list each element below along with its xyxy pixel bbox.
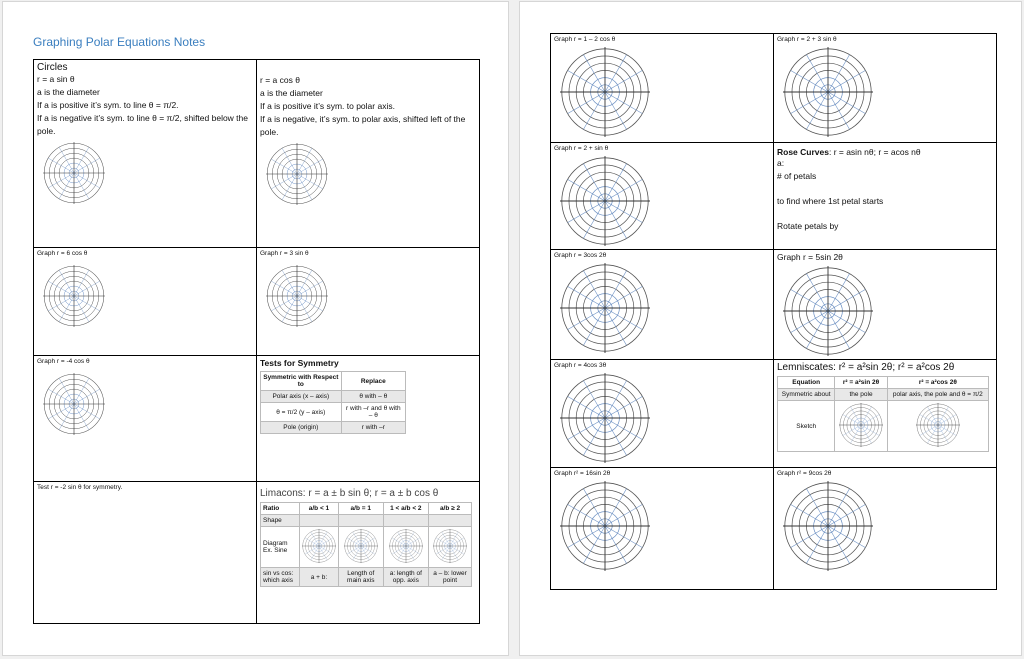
graph-5sin2-label: Graph r = 5sin 2θ (777, 252, 843, 262)
polar-grid-icon (839, 403, 883, 447)
graph-2psin-cell (551, 143, 774, 250)
graph-2p3sin-cell (774, 34, 997, 143)
lim-v4: a – b: lower point (429, 568, 472, 587)
lim-v1: a + b: (299, 568, 338, 587)
polar-grid-icon (344, 529, 378, 563)
lim-c2: a/b = 1 (338, 503, 383, 515)
rose-petals: # of petals (777, 171, 817, 181)
graph-5sin2-cell (774, 250, 997, 360)
lim-v2: Length of main axis (338, 568, 383, 587)
graph-3sin-cell (257, 248, 480, 356)
sin-l1: a is the diameter (37, 87, 100, 97)
graph-6cos-label: Graph r = 6 cos θ (37, 250, 88, 257)
lemniscates-cell (774, 360, 997, 468)
rose-first: to find where 1st petal starts (777, 196, 884, 206)
graph-1m2cos-label: Graph r = 1 – 2 cos θ (554, 36, 616, 43)
graph-9cos2-label: Graph r² = 9cos 2θ (777, 470, 832, 477)
cos-eq: r = a cos θ (260, 75, 300, 85)
sym-r1b: θ with – θ (341, 391, 405, 403)
symmetry-table (260, 371, 406, 434)
rose-a: a: (777, 158, 785, 168)
limacons-table (260, 502, 472, 587)
polar-grid-icon (560, 47, 650, 137)
polar-grid-icon (266, 143, 328, 205)
lim-ratio: Ratio (261, 503, 300, 515)
graph-4cos3-label: Graph r = 4cos 3θ (554, 362, 607, 369)
page-2 (519, 1, 1022, 656)
lem-h1: r² = a²sin 2θ (835, 377, 887, 389)
polar-grid-icon (560, 481, 650, 571)
lim-v3: a: length of opp. axis (383, 568, 429, 587)
graph-2psin-label: Graph r = 2 + sin θ (554, 145, 609, 152)
lem-title: Lemniscates: r² = a²sin 2θ; r² = a²cos 2θ (777, 362, 955, 373)
lim-diagram: Diagram Ex. Sine (261, 527, 300, 568)
lemniscates-table (777, 376, 989, 452)
polar-grid-icon (266, 265, 328, 327)
lem-h2: r² = a²cos 2θ (887, 377, 988, 389)
cos-l2: If a is positive it’s sym. to polar axis. (260, 101, 395, 111)
graph-4cos3-cell (551, 360, 774, 468)
graph-m4cos-cell (34, 356, 257, 482)
polar-grid-icon (783, 481, 873, 571)
graph-3sin-label: Graph r = 3 sin θ (260, 250, 309, 257)
sym-r3a: Pole (origin) (261, 422, 342, 434)
lem-h0: Equation (778, 377, 835, 389)
sin-eq: r = a sin θ (37, 74, 75, 84)
lim-vs: sin vs cos: which axis (261, 568, 300, 587)
sym-r2a: θ = π/2 (y – axis) (261, 403, 342, 422)
sym-r1a: Polar axis (x – axis) (261, 391, 342, 403)
polar-grid-icon (43, 142, 105, 204)
polar-grid-icon (560, 373, 650, 463)
polar-grid-icon (783, 266, 873, 356)
graph-6cos-cell (34, 248, 257, 356)
rose-rotate: Rotate petals by (777, 221, 839, 231)
lim-c1: a/b < 1 (299, 503, 338, 515)
graph-16sin2-label: Graph r² = 16sin 2θ (554, 470, 611, 477)
graph-2p3sin-label: Graph r = 2 + 3 sin θ (777, 36, 837, 43)
symmetry-title: Tests for Symmetry (260, 358, 339, 368)
lem-s1: the pole (835, 389, 887, 401)
lem-sketch: Sketch (778, 401, 835, 452)
polar-grid-icon (302, 529, 336, 563)
circles-sin-cell (34, 60, 257, 248)
rose-title-rest: : r = asin nθ; r = acos nθ (828, 147, 921, 157)
polar-grid-icon (560, 156, 650, 246)
notes-table-1 (33, 59, 480, 624)
polar-grid-icon (560, 263, 650, 353)
sin-l3: If a is negative it’s sym. to line θ = π/2, shifted below the pole. (37, 113, 248, 136)
graph-3cos2-label: Graph r = 3cos 2θ (554, 252, 607, 259)
graph-1m2cos-cell (551, 34, 774, 143)
cos-l1: a is the diameter (260, 88, 323, 98)
limacons-cell (257, 482, 480, 624)
polar-grid-icon (43, 265, 105, 327)
cos-l3: If a is negative, it’s sym. to polar axis, shifted left of the pole. (260, 114, 466, 137)
rose-title (777, 147, 993, 157)
sym-r3b: r with –r (341, 422, 405, 434)
rose-cell (774, 143, 997, 250)
polar-grid-icon (433, 529, 467, 563)
circles-heading: Circles (37, 62, 68, 73)
polar-grid-icon (783, 47, 873, 137)
lim-c4: a/b ≥ 2 (429, 503, 472, 515)
graph-m4cos-label: Graph r = -4 cos θ (37, 358, 90, 365)
polar-grid-icon (916, 403, 960, 447)
lem-s2: polar axis, the pole and θ = π/2 (887, 389, 988, 401)
notes-table-2 (550, 33, 997, 590)
sin-l2: If a is positive it’s sym. to line θ = π/2. (37, 100, 179, 110)
circles-cos-cell (257, 60, 480, 248)
lem-sym: Symmetric about (778, 389, 835, 401)
symmetry-cell (257, 356, 480, 482)
lim-c3: 1 < a/b < 2 (383, 503, 429, 515)
sym-h1: Symmetric with Respect to (261, 372, 342, 391)
page-title: Graphing Polar Equations Notes (33, 35, 206, 49)
graph-3cos2-cell (551, 250, 774, 360)
sym-r2b: r with –r and θ with – θ (341, 403, 405, 422)
rose-title-bold: Rose Curves (777, 147, 829, 157)
polar-grid-icon (389, 529, 423, 563)
sym-h2: Replace (341, 372, 405, 391)
polar-grid-icon (43, 373, 105, 435)
graph-9cos2-cell (774, 468, 997, 590)
graph-16sin2-cell (551, 468, 774, 590)
lim-shape: Shape (261, 515, 300, 527)
test-sym-cell (34, 482, 257, 624)
page-1 (2, 1, 509, 656)
limacons-title: Limacons: r = a ± b sin θ; r = a ± b cos θ (260, 488, 439, 499)
test-sym-label: Test r = -2 sin θ for symmetry. (37, 484, 123, 491)
